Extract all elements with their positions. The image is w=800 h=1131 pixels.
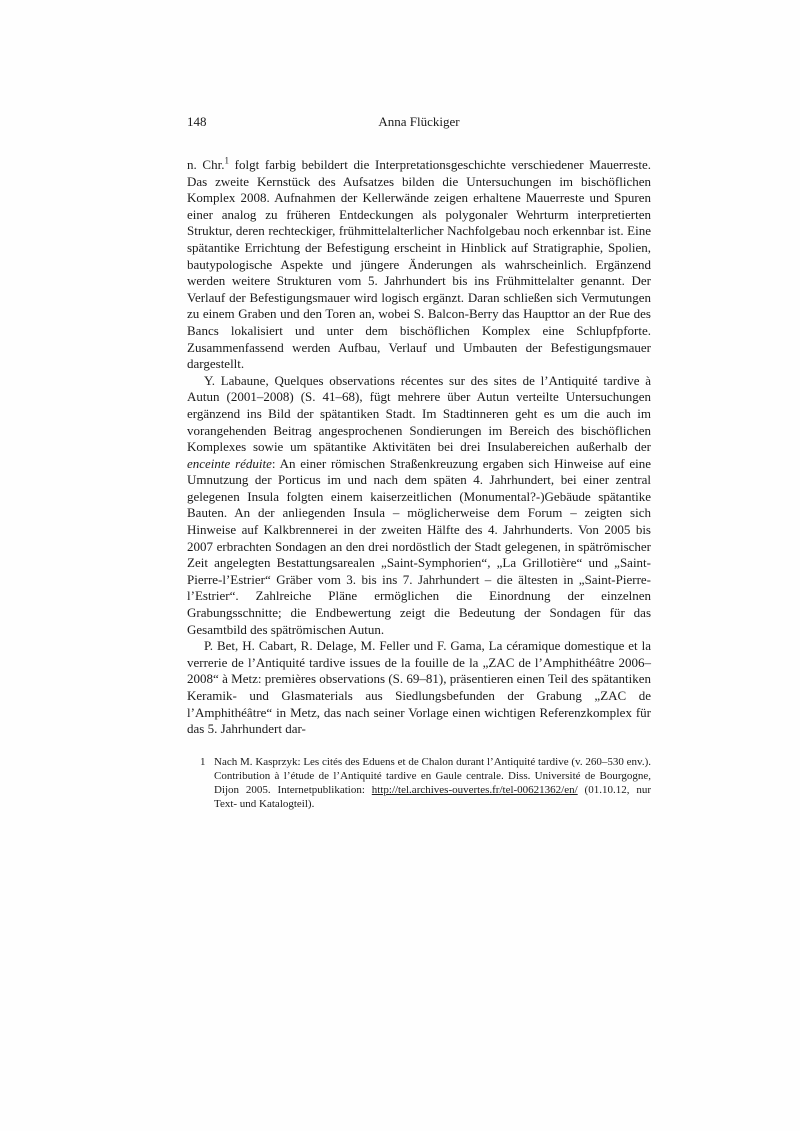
page-number: 148 bbox=[187, 114, 207, 129]
footnote-1-text-rest: (01.10.12, nur Text- und Katalogteil). bbox=[214, 783, 651, 810]
paragraph-1-text-rest: folgt farbig bebildert die Interpretationsgeschichte verschiedener Mauerreste. Das zweite Kernstück des Aufsatzes bilden die Untersuchungen im bischöflichen Komplex 2008. Aufnahmen der Kellerwände zeigen erhaltene Mauerreste und Spuren einer analog zu früheren Entdeckungen als polygonaler Wehrturm interpretierten Struktur, deren rechteckiger, frühmittelalterlicher Nachfolgebau noch erkennbar ist. Eine spätantike Errichtung der Befestigung erscheint in Hinblick auf Stratigraphie, Spolien, bautypologische Aspekte und jüngere Änderungen als wahrscheinlich. Ergänzend werden weitere Strukturen vom 5. Jahrhundert bis ins Frühmittelalter genannt. Der Verlauf der Befestigungsmauer wird logisch ergänzt. Daran schließen sich Vermutungen zu einem Graben und den Toren an, wobei S. Balcon-Berry das Haupttor an der Rue des Bancs lokalisiert und unter dem bischöflichen Komplex eine Schlupfpforte. Zusammenfassend werden Aufbau, Verlauf und Umbauten der Befestigungsmauer dargestellt. bbox=[187, 157, 651, 372]
paragraph-2-text-start: Y. Labaune, Quelques observations récentes sur des sites de l’Antiquité tardive à Autun (2001–2008) (S. 41–68), fügt mehrere über Autun verteilte Untersuchungen ergänzend ins Bild der spätantiken Stadt. Im Stadtinneren geht es um die auch im vorangehenden Beitrag angesprochenen Sondierungen im Bereich des bischöflichen Komplexes sowie um spätantike Aktivitäten bei drei Insulabereichen außerhalb der bbox=[187, 372, 651, 455]
footnote-block bbox=[187, 756, 651, 812]
footnote-1-text-start: Nach M. Kasprzyk: Les cités des Eduens et de Chalon durant l’Antiquité tardive (v. 260–530 env.). Contribution à l’étude de l’Antiquité tardive en Gaule centrale. Diss. Université de Bourgogne, Dijon 2005. Internetpublikation: bbox=[214, 755, 651, 796]
paragraph-1-text-start: n. Chr. bbox=[187, 157, 225, 172]
text-block bbox=[187, 113, 651, 811]
running-header-author: Anna Flückiger bbox=[378, 114, 460, 129]
paragraph-1 bbox=[187, 157, 651, 373]
running-head bbox=[187, 113, 651, 130]
footnote-1 bbox=[200, 756, 651, 812]
paragraph-2 bbox=[187, 373, 651, 639]
paragraph-3: P. Bet, H. Cabart, R. Delage, M. Feller und F. Gama, La céramique domestique et la verrerie de l’Antiquité tardive issues de la fouille de la „ZAC de l’Amphithéâtre 2006–2008“ à Metz: premières observations (S. 69–81), präsentieren einen Teil des spätantiken Keramik- und Glasmaterials aus Siedlungsbefunden der Grabung „ZAC de l’Amphithéâtre“ in Metz, das nach seiner Vorlage einen wichtigen Referenzkomplex für das 5. Jahrhundert dar- bbox=[187, 638, 651, 737]
paragraph-2-italic-term: enceinte réduite bbox=[187, 455, 272, 471]
footnote-1-marker: 1 bbox=[200, 755, 206, 768]
footnote-1-text bbox=[214, 756, 651, 812]
footnote-1-url-link[interactable]: http://tel.archives-ouvertes.fr/tel-00621362/en/ bbox=[371, 783, 578, 796]
footnote-reference-1[interactable]: 1 bbox=[224, 155, 229, 166]
paragraph-2-text-rest: : An einer römischen Straßenkreuzung ergaben sich Hinweise auf eine Umnutzung der Porticus im und nach dem späten 4. Jahrhundert, bei einer zentral gelegenen Insula folgten einem kaiserzeitlichen (Monumental?-)Gebäude spätantike Bauten. An der anliegenden Insula – möglicherweise dem Forum – zeigten sich Hinweise auf Kalkbrennerei in der zweiten Hälfte des 4. Jahrhunderts. Von 2005 bis 2007 erbrachten Sondagen an den drei nordöstlich der Stadt gelegenen, in spätrömischer Zeit angelegten Bestattungsarealen „Saint-Symphorien“, „La Grillotière“ und „Saint-Pierre-l’Estrier“ Gräber vom 3. bis ins 7. Jahrhundert – die ältesten in „Saint-Pierre-l’Estrier“. Zahlreiche Pläne ermöglichen die Einordnung der einzelnen Grabungsschnitte; die Endbewertung zeigt die Bedeutung der Sondagen für das Gesamtbild des spätrömischen Autun. bbox=[187, 455, 651, 637]
body-text bbox=[187, 157, 651, 738]
